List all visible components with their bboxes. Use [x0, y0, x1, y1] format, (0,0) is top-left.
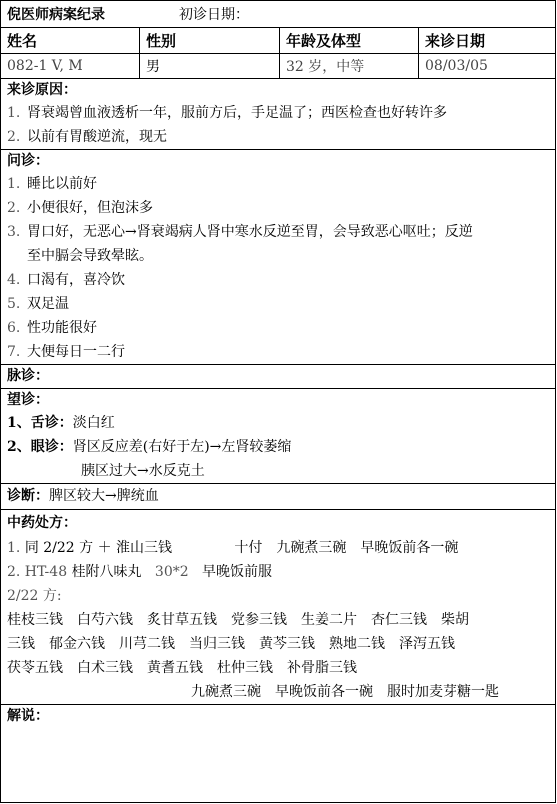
patient-name: 082-1 V, M — [1, 54, 140, 78]
inquiry-item-text: 胃口好，无恶心→肾衰竭病人肾中寒水反逆至胃，会导致恶心呕吐；反逆 — [27, 224, 473, 240]
inquiry-item-number: 7. — [7, 344, 21, 360]
rx-formula: 同 2/22 方 ＋ 淮山三钱 — [24, 540, 173, 556]
inquiry-section — [1, 150, 555, 365]
inquiry-item — [1, 220, 555, 244]
rx-number: 1. — [7, 540, 21, 556]
inquiry-item-number: 1. — [7, 176, 21, 192]
rx-code: 2. HT-48 — [7, 564, 68, 580]
inquiry-item-continuation — [1, 244, 555, 268]
rx-timing: 早晚饭前服 — [202, 564, 273, 580]
eye-label: 2、眼诊： — [7, 439, 73, 455]
herb-list-line: 三钱 郁金六钱 川芎二钱 当归三钱 黄芩三钱 熟地二钱 泽泻五钱 — [7, 636, 455, 652]
prescription-section — [1, 510, 555, 705]
inquiry-item-text: 小便很好，但泡沫多 — [27, 200, 153, 216]
explanation-title: 解说： — [7, 708, 49, 724]
herb-list-line: 茯苓五钱 白术三钱 黄耆五钱 杜仲三钱 补骨脂三钱 — [7, 660, 357, 676]
explanation-section — [1, 705, 555, 795]
eye-value: 胰区过大→水反克土 — [81, 463, 205, 479]
diagnosis-value: 脾区较大→脾统血 — [49, 488, 159, 504]
eye-value: 肾区反应差(右好于左)→左肾较萎缩 — [72, 439, 292, 455]
tongue-value: 淡白红 — [72, 415, 115, 431]
patient-gender: 男 — [140, 54, 280, 78]
reason-item-number: 1. — [7, 105, 21, 121]
observation-title: 望诊： — [7, 392, 49, 408]
inquiry-title: 问诊： — [7, 153, 49, 169]
eye-diagnosis-continuation — [1, 459, 555, 483]
inquiry-item-text: 至中膈会导致晕眩。 — [27, 248, 153, 264]
tongue-diagnosis — [1, 411, 555, 435]
reason-title: 来诊原因： — [7, 82, 77, 98]
patient-visit-date: 08/03/05 — [425, 58, 488, 74]
patient-info-values — [1, 54, 555, 79]
prescription-title: 中药处方： — [7, 515, 77, 531]
inquiry-item — [1, 268, 555, 292]
age-build-header: 年龄及体型 — [280, 28, 419, 53]
reason-item-number: 2. — [7, 129, 21, 145]
record-title: 倪医师病案纪录 — [7, 7, 105, 23]
reason-item — [1, 101, 555, 125]
inquiry-item-text: 双足温 — [27, 296, 69, 312]
base-formula-date: 2/22 方: — [7, 588, 62, 604]
inquiry-item-text: 口渴有，喜冷饮 — [27, 272, 125, 288]
visit-date-header: 来诊日期 — [425, 32, 486, 50]
pulse-title: 脉诊： — [7, 368, 49, 384]
inquiry-item-text: 睡比以前好 — [27, 176, 97, 192]
decoction-instructions: 九碗煮三碗 早晚饭前各一碗 服时加麦芽糖一匙 — [191, 684, 499, 700]
inquiry-item-number: 5. — [7, 296, 21, 312]
reason-section — [1, 79, 555, 150]
eye-diagnosis — [1, 435, 555, 459]
inquiry-item-number: 2. — [7, 200, 21, 216]
inquiry-item — [1, 172, 555, 196]
tongue-label: 1、舌诊： — [7, 415, 73, 431]
diagnosis-line — [1, 484, 555, 508]
name-header: 姓名 — [1, 28, 140, 53]
rx-quantity: 30*2 — [154, 564, 189, 580]
rx-pill-name: 桂附八味丸 — [71, 564, 142, 580]
rx-dosage: 十付 九碗煮三碗 早晚饭前各一碗 — [234, 540, 459, 556]
record-header — [1, 1, 555, 28]
inquiry-item — [1, 196, 555, 220]
inquiry-item — [1, 292, 555, 316]
inquiry-item-text: 大便每日一二行 — [27, 344, 125, 360]
patient-age-build: 32 岁，中等 — [280, 54, 419, 78]
reason-item — [1, 125, 555, 149]
diagnosis-label: 诊断： — [7, 488, 49, 504]
gender-header: 性别 — [140, 28, 280, 53]
herb-list-line: 桂枝三钱 白芍六钱 炙甘草五钱 党参三钱 生姜二片 杏仁三钱 柴胡 — [7, 612, 469, 628]
patient-info-header — [1, 28, 555, 54]
inquiry-item-number: 3. — [7, 224, 21, 240]
diagnosis-section — [1, 484, 555, 510]
observation-section — [1, 389, 555, 484]
inquiry-item-text: 性功能很好 — [27, 320, 97, 336]
first-visit-date-label: 初诊日期： — [179, 7, 249, 23]
prescription-line-1 — [1, 536, 555, 560]
reason-item-text: 以前有胃酸逆流，现无 — [27, 129, 167, 145]
prescription-line-2 — [1, 560, 555, 584]
pulse-section — [1, 365, 555, 389]
inquiry-item — [1, 316, 555, 340]
reason-item-text: 肾衰竭曾血液透析一年，服前方后，手足温了；西医检查也好转许多 — [27, 105, 447, 121]
inquiry-item-number: 6. — [7, 320, 21, 336]
inquiry-item-number: 4. — [7, 272, 21, 288]
inquiry-item — [1, 340, 555, 364]
